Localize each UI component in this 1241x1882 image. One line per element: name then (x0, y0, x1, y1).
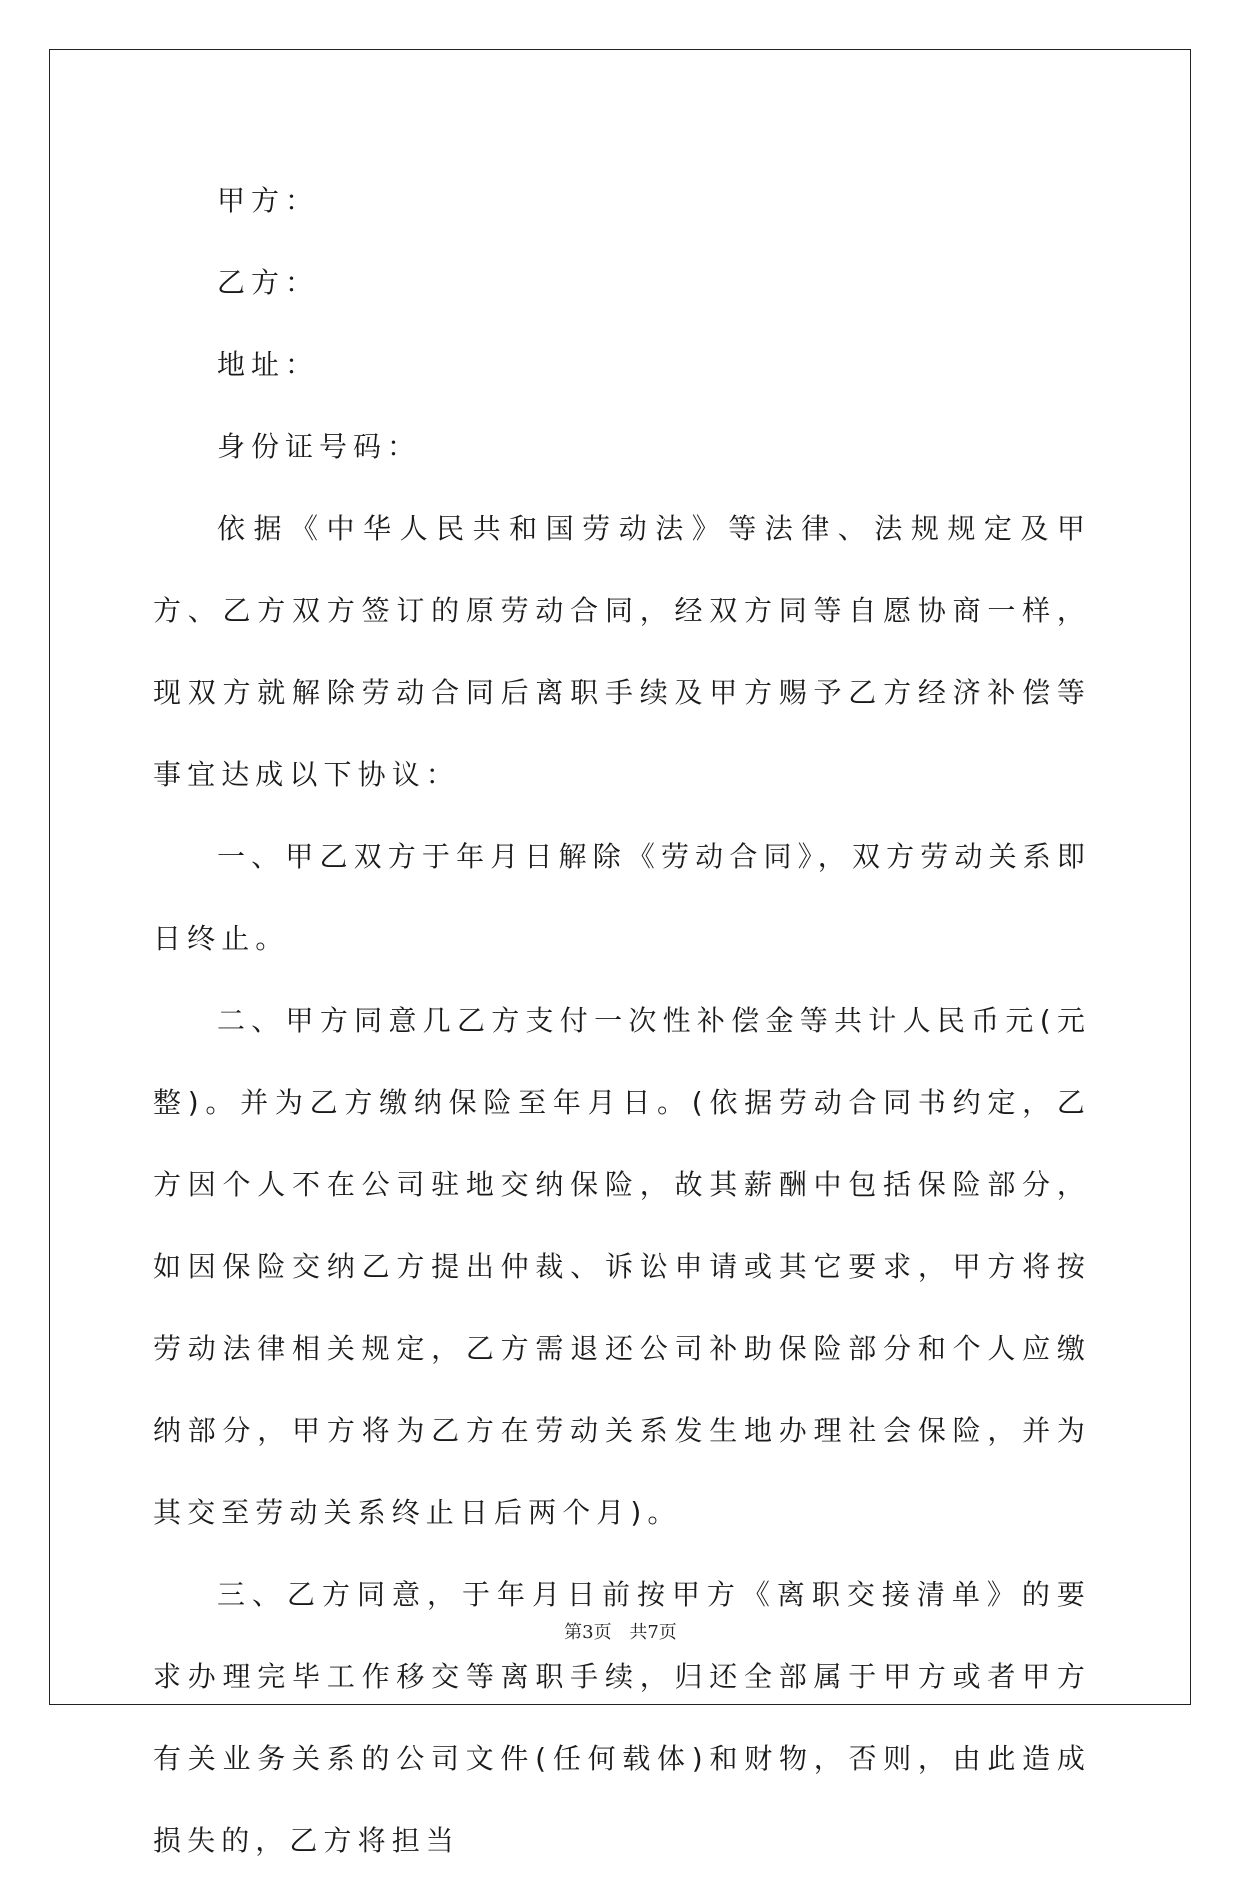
page-footer (0, 1618, 1241, 1644)
id-number-field: 身份证号码： (217, 430, 422, 463)
clause-1-paragraph: 一、甲乙双方于年月日解除《劳动合同》，双方劳动关系即日终止。 (153, 840, 1091, 955)
page-number: 第3页 (564, 1622, 612, 1643)
address-field: 地址： (217, 348, 320, 381)
clause-2-paragraph: 二、甲方同意几乙方支付一次性补偿金等共计人民币元(元整)。并为乙方缴纳保险至年月日。(依据劳动合同书约定，乙方因个人不在公司驻地交纳保险，故其薪酬中包括保险部分，如因保险交纳乙方提出仲裁、诉讼申请或其它要求，甲方将按劳动法律相关规定，乙方需退还公司补助保险部分和个人应缴纳部分，甲方将为乙方在劳动关系发生地办理社会保险，并为其交至劳动关系终止日后两个月)。 (153, 1004, 1091, 1529)
clause-3-paragraph: 三、乙方同意，于年月日前按甲方《离职交接清单》的要求办理完毕工作移交等离职手续，归还全部属于甲方或者甲方有关业务关系的公司文件(任何载体)和财物，否则，由此造成损失的，乙方将担当 (153, 1578, 1091, 1857)
page-total: 共7页 (629, 1622, 677, 1643)
intro-paragraph: 依据《中华人民共和国劳动法》等法律、法规规定及甲方、乙方双方签订的原劳动合同，经双方同等自愿协商一样，现双方就解除劳动合同后离职手续及甲方赐予乙方经济补偿等事宜达成以下协议： (153, 512, 1091, 791)
party-a-field: 甲方： (217, 184, 320, 217)
party-b-field: 乙方： (217, 266, 320, 299)
